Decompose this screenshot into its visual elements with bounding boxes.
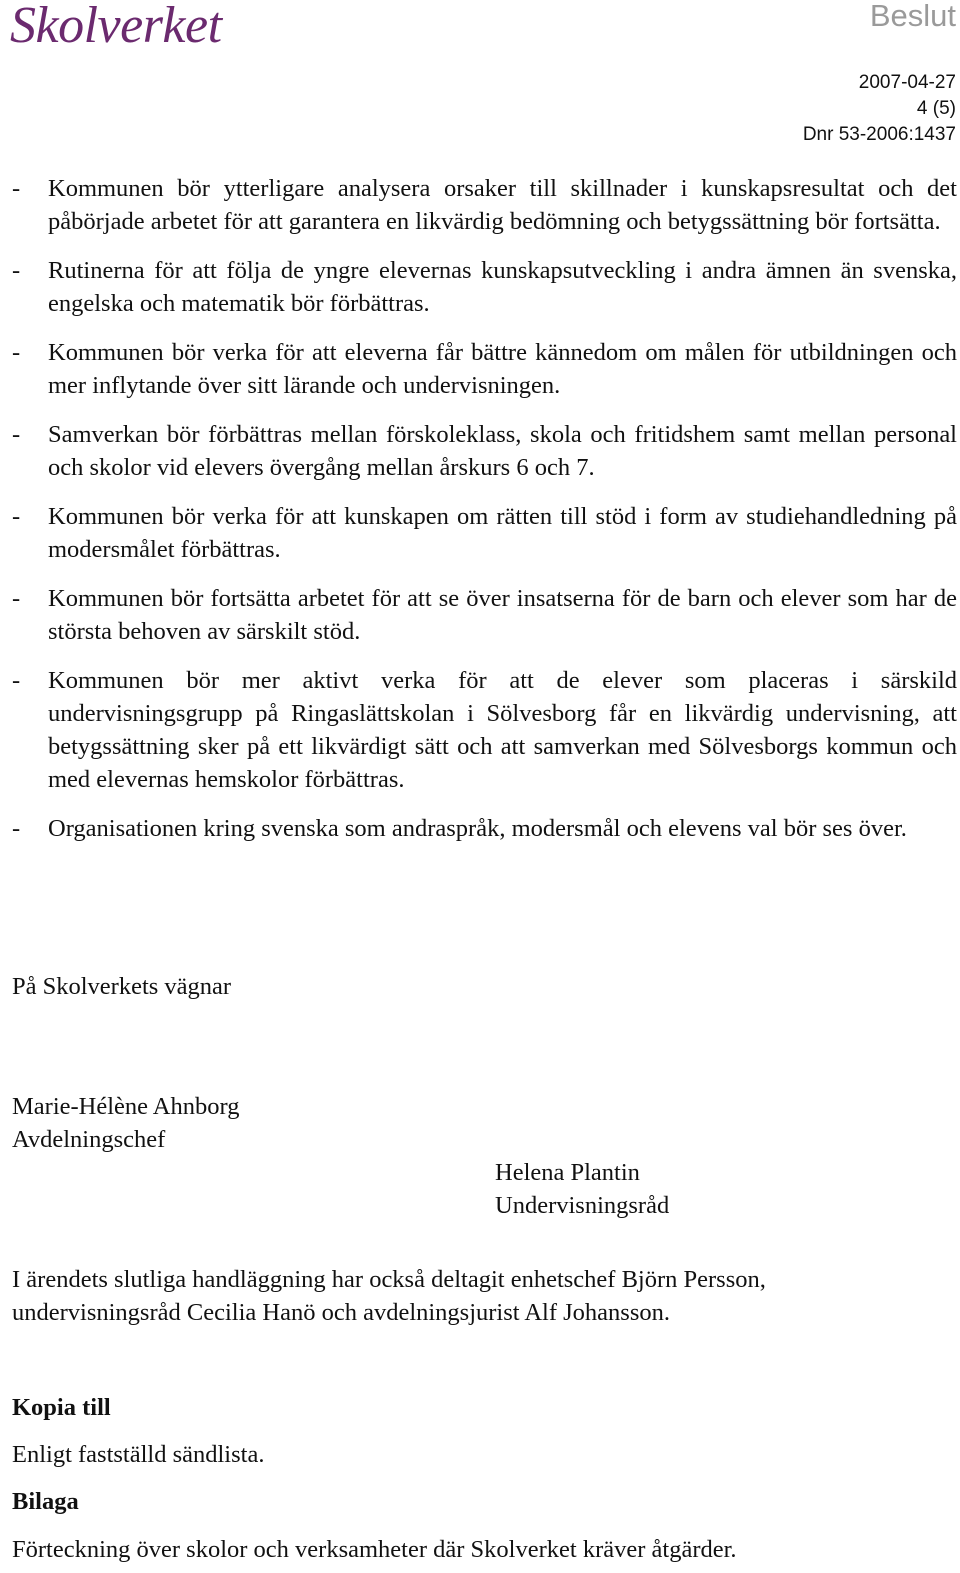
bullet-dash: - [12,585,21,612]
list-item [12,500,957,566]
list-item-text: Kommunen bör ytterligare analysera orsaker till skillnader i kunskapsresultat och det påbörjade arbetet för att garantera en likvärdig bedömning och betygssättning bör fortsätta. [48,175,957,235]
list-item-text: Kommunen bör mer aktivt verka för att de elever som placeras i särskild undervisningsgrupp på Ringaslättskolan i Sölvesborg får en likvärdig undervisning, att betygssättning sker på ett likvärdigt sätt och att samverkan med Sölvesborgs kommun och med elevernas hemskolor förbättras. [48,667,957,793]
list-item-text: Kommunen bör verka för att kunskapen om rätten till stöd i form av studiehandledning på modersmålet förbättras. [48,503,957,563]
signer-2-name: Helena Plantin [495,1159,640,1186]
bullet-dash: - [12,175,21,202]
copy-text: Enligt fastställd sändlista. [12,1441,265,1468]
skolverket-logo: Skolverket [10,0,222,54]
list-item-text: Kommunen bör fortsätta arbetet för att se över insatserna för de barn och elever som har de största behoven av särskilt stöd. [48,585,957,645]
list-item [12,812,957,845]
page-number: 4 (5) [916,98,956,119]
bullet-dash: - [12,815,21,842]
bullet-dash: - [12,503,21,530]
list-item-text: Samverkan bör förbättras mellan förskoleklass, skola och fritidshem samt mellan personal och skolor vid elevers övergång mellan årskurs 6 och 7. [48,421,957,481]
diary-number: Dnr 53-2006:1437 [802,124,956,145]
participation-note: I ärendets slutliga handläggning har också deltagit enhetschef Björn Persson, undervisningsråd Cecilia Hanö och avdelningsjurist Alf Johansson. [12,1266,766,1326]
signer-2-title: Undervisningsråd [495,1192,670,1219]
closing-line: På Skolverkets vägnar [12,973,232,1000]
list-item [12,336,957,402]
recommendation-list [12,172,957,861]
list-item-text: Organisationen kring svenska som andraspråk, modersmål och elevens val bör ses över. [48,815,907,842]
document-date: 2007-04-27 [858,72,956,93]
list-item [12,664,957,796]
bullet-dash: - [12,339,21,366]
list-item-text: Rutinerna för att följa de yngre elevernas kunskapsutveckling i andra ämnen än svenska, engelska och matematik bör förbättras. [48,257,957,317]
bullet-dash: - [12,667,21,694]
list-item [12,172,957,238]
copy-heading: Kopia till [12,1394,111,1421]
list-item [12,418,957,484]
document-meta [803,70,956,148]
attachment-heading: Bilaga [12,1488,79,1515]
signer-1 [12,1090,239,1156]
signer-2 [495,1156,669,1222]
attachment-text: Förteckning över skolor och verksamheter där Skolverket kräver åtgärder. [12,1536,737,1563]
signer-1-title: Avdelningschef [12,1126,166,1153]
signer-1-name: Marie-Hélène Ahnborg [12,1093,240,1120]
list-item [12,582,957,648]
document-type: Beslut [869,0,956,33]
list-item [12,254,957,320]
bullet-dash: - [12,421,21,448]
bullet-dash: - [12,257,21,284]
list-item-text: Kommunen bör verka för att eleverna får bättre kännedom om målen för utbildningen och mer inflytande över sitt lärande och undervisningen. [48,339,957,399]
